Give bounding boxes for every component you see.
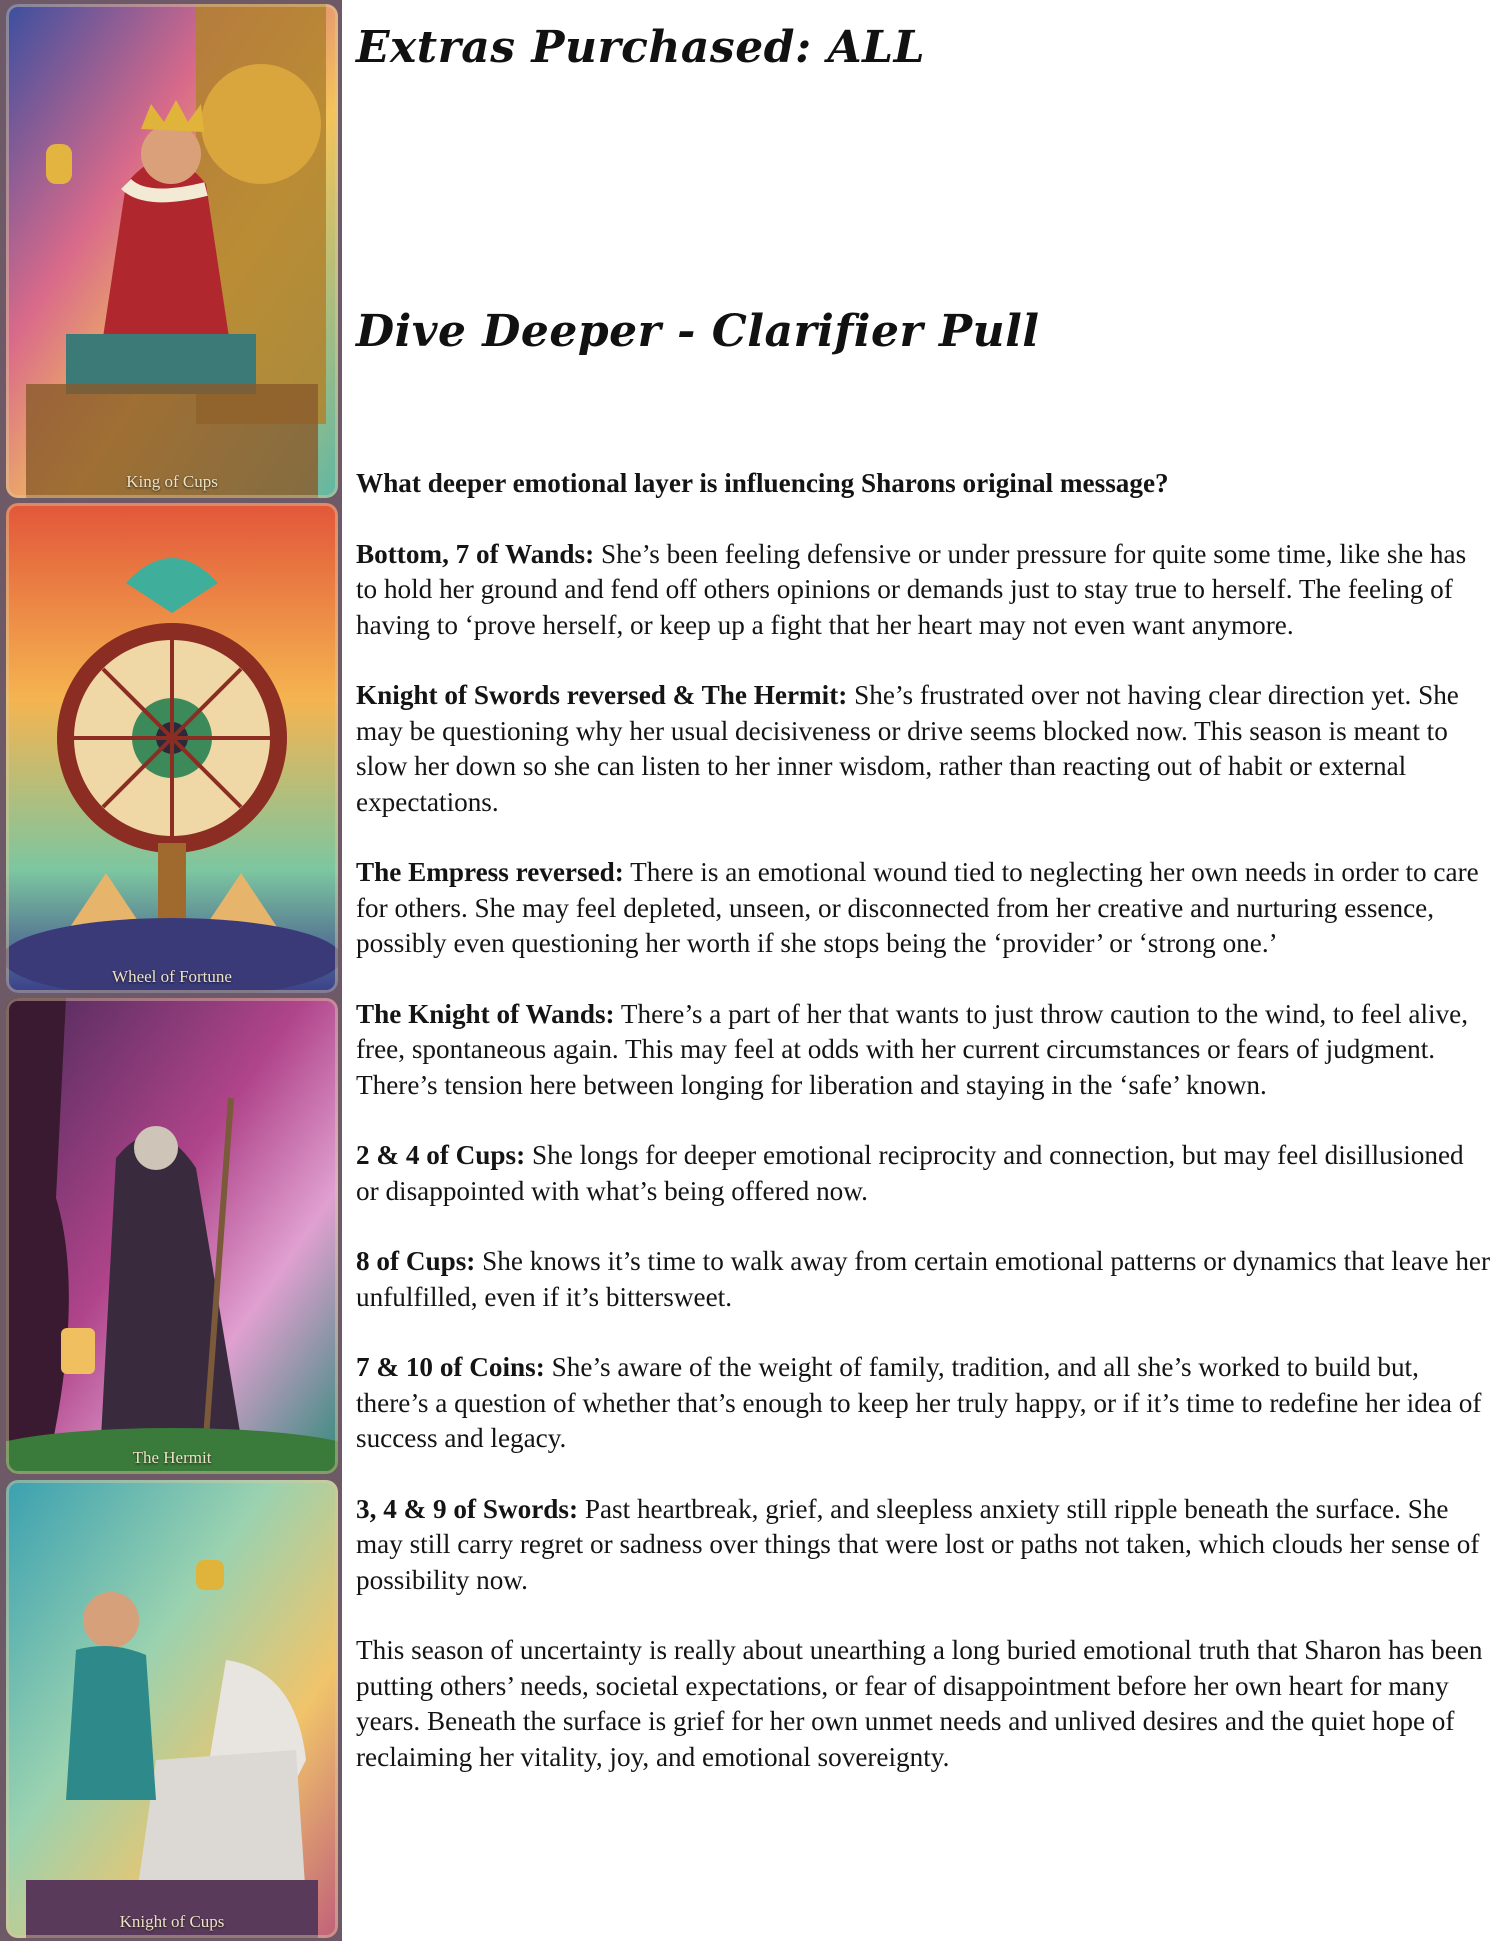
section-title: Dive Deeper - Clarifier Pull bbox=[356, 306, 1040, 357]
king-of-cups-illustration bbox=[6, 4, 338, 498]
card-label: Wheel of Fortune bbox=[112, 967, 232, 986]
card-label: King of Cups bbox=[126, 472, 218, 491]
paragraph-heading: The Knight of Wands: bbox=[356, 998, 615, 1029]
tarot-card-wheel-of-fortune bbox=[6, 503, 338, 993]
closing-paragraph: This season of uncertainty is really about unearthing a long buried emotional truth that Sharon has been putting others’ needs, societal expectations, or fear of disappointment before her own heart for many years. Beneath the surface is grief for her own unmet needs and unlived desires and the quiet hope of reclaiming her vitality, joy, and emotional sovereignty. bbox=[356, 1635, 1483, 1772]
tarot-card-the-hermit bbox=[6, 998, 338, 1474]
paragraph-text: She’s aware of the weight of family, tradition, and all she’s worked to build but, there’s a question of whether that’s enough to keep her truly happy, or if it’s time to redefine her idea of success and legacy. bbox=[356, 1352, 1482, 1453]
paragraph-text: Past heartbreak, grief, and sleepless anxiety still ripple beneath the surface. She may still carry regret or sadness over things that were lost or paths not taken, which clouds her sense of possibility now. bbox=[356, 1493, 1480, 1595]
extras-heading: Extras Purchased: ALL bbox=[356, 22, 926, 73]
paragraph-heading: The Empress reversed: bbox=[356, 857, 624, 887]
paragraph-text: There’s a part of her that wants to just throw caution to the wind, to feel alive, free, spontaneous again. This may feel at odds with her current circumstances or fears of judgment. There’s tension here between longing for liberation and staying in the ‘safe’ known. bbox=[356, 998, 1469, 1100]
reading-body bbox=[356, 466, 1492, 1810]
paragraph-text: She’s been feeling defensive or under pressure for quite some time, like she has to hold her ground and fend off others opinions or demands just to stay true to herself. The feeling of having to ‘prove herself, or keep up a fight that her heart may not even want anymore. bbox=[356, 538, 1467, 640]
paragraph-7-of-wands bbox=[356, 537, 1492, 644]
paragraph-heading: Knight of Swords reversed & The Hermit: bbox=[356, 680, 848, 710]
paragraph-empress-reversed bbox=[356, 855, 1492, 962]
paragraph-text: There is an emotional wound tied to neglecting her own needs in order to care for others. She may feel depleted, unseen, or disconnected from her creative and nurturing essence, possibly even questioning her worth if she stops being the ‘provider’ or ‘strong one.’ bbox=[356, 857, 1479, 958]
paragraph-8-of-cups bbox=[356, 1244, 1492, 1315]
wheel-of-fortune-illustration bbox=[6, 503, 338, 993]
tarot-card-king-of-cups bbox=[6, 4, 338, 498]
the-hermit-illustration bbox=[6, 998, 338, 1474]
paragraph-heading: 3, 4 & 9 of Swords: bbox=[356, 1493, 579, 1524]
card-label: Knight of Cups bbox=[119, 1912, 225, 1931]
question: What deeper emotional layer is influencing Sharons original message? bbox=[356, 468, 1169, 498]
paragraph-7-10-of-coins bbox=[356, 1350, 1492, 1457]
knight-of-cups-illustration bbox=[6, 1480, 338, 1938]
paragraph-2-4-of-cups bbox=[356, 1138, 1492, 1209]
card-label: The Hermit bbox=[132, 1448, 212, 1467]
paragraph-text: She’s frustrated over not having clear direction yet. She may be questioning why her usual decisiveness or drive seems blocked now. This season is meant to slow her down so she can listen to her inner wisdom, rather than reacting out of habit or external expectations. bbox=[356, 680, 1459, 817]
paragraph-3-4-9-of-swords bbox=[356, 1492, 1492, 1599]
paragraph-knight-of-swords-hermit bbox=[356, 678, 1492, 820]
paragraph-text: She knows it’s time to walk away from certain emotional patterns or dynamics that leave her unfulfilled, even if it’s bittersweet. bbox=[356, 1246, 1491, 1312]
card-column bbox=[0, 0, 342, 1941]
paragraph-knight-of-wands bbox=[356, 997, 1492, 1104]
paragraph-heading: 8 of Cups: bbox=[356, 1246, 476, 1276]
tarot-card-knight-of-cups bbox=[6, 1480, 338, 1938]
paragraph-heading: 2 & 4 of Cups: bbox=[356, 1140, 526, 1170]
paragraph-heading: 7 & 10 of Coins: bbox=[356, 1352, 545, 1382]
paragraph-text: She longs for deeper emotional reciprocity and connection, but may feel disillusioned or disappointed with what’s being offered now. bbox=[356, 1140, 1464, 1206]
paragraph-heading: Bottom, 7 of Wands: bbox=[356, 538, 595, 569]
